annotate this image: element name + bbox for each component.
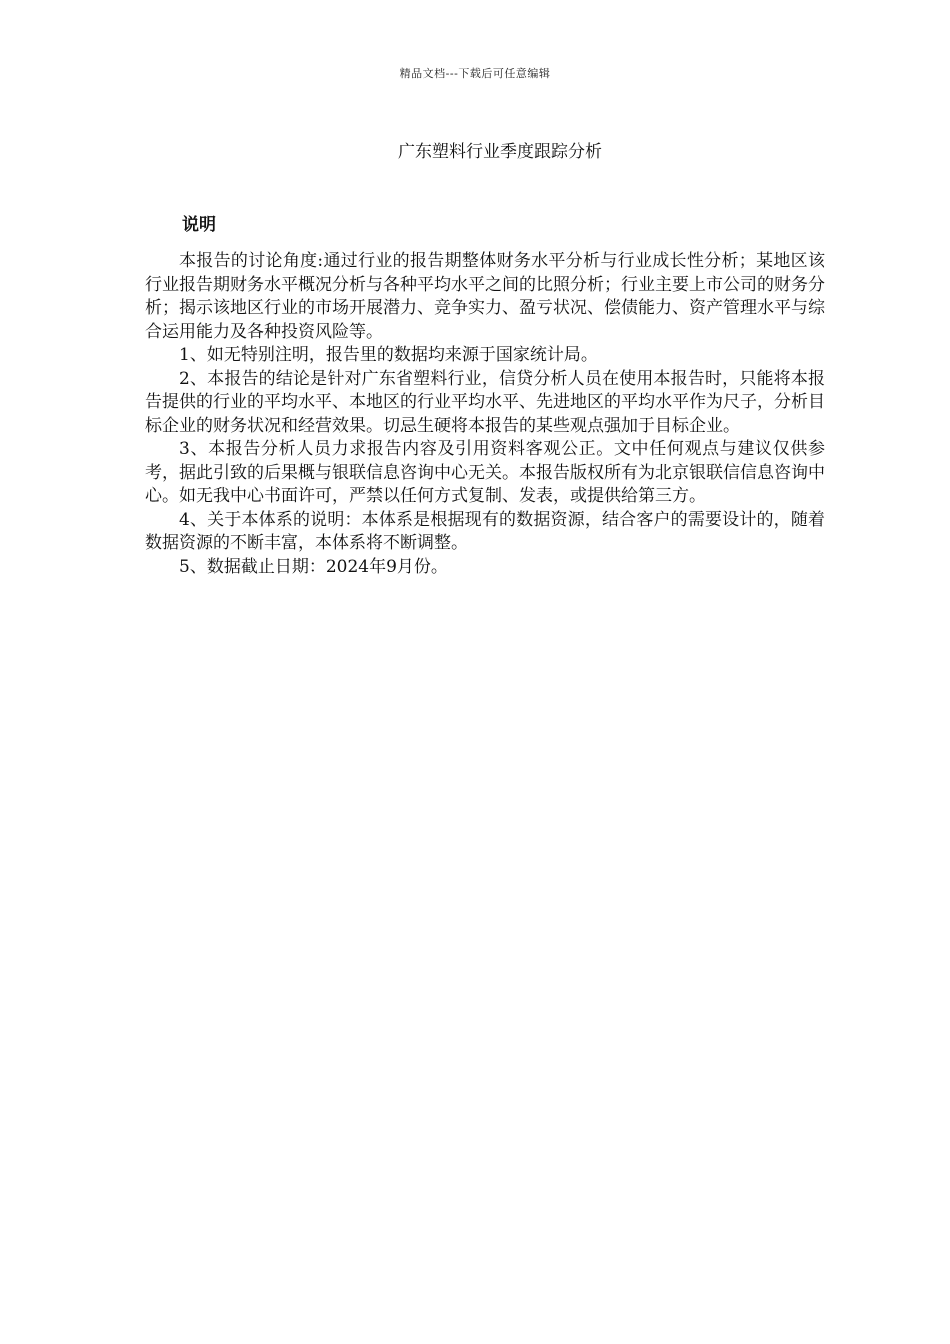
body-text: [145, 250, 825, 579]
paragraph-note-1: 1、如无特别注明，报告里的数据均来源于国家统计局。: [179, 345, 598, 365]
paragraph-note-4: 4、关于本体系的说明：本体系是根据现有的数据资源，结合客户的需要设计的，随着数据资源的不断丰富，本体系将不断调整。: [145, 509, 825, 553]
section-heading: 说明: [182, 215, 216, 235]
page-header: 精品文档---下载后可任意编辑: [399, 67, 551, 80]
paragraph-note-3: 3、本报告分析人员力求报告内容及引用资料客观公正。文中任何观点与建议仅供参考，据此引致的后果概与银联信息咨询中心无关。本报告版权所有为北京银联信信息咨询中心。如无我中心书面许可，严禁以任何方式复制、发表，或提供给第三方。: [145, 439, 825, 506]
paragraph-note-5: 5、数据截止日期：2024年9月份。: [179, 556, 448, 577]
paragraph-intro: 本报告的讨论角度:通过行业的报告期整体财务水平分析与行业成长性分析；某地区该行业报告期财务水平概况分析与各种平均水平之间的比照分析；行业主要上市公司的财务分析；揭示该地区行业的市场开展潜力、竞争实力、盈亏状况、偿债能力、资产管理水平与综合运用能力及各种投资风险等。: [145, 251, 825, 342]
paragraph-note-2: 2、本报告的结论是针对广东省塑料行业，信贷分析人员在使用本报告时，只能将本报告提供的行业的平均水平、本地区的行业平均水平、先进地区的平均水平作为尺子，分析目标企业的财务状况和经营效果。切忌生硬将本报告的某些观点强加于目标企业。: [145, 368, 825, 436]
document-title: 广东塑料行业季度跟踪分析: [398, 142, 602, 162]
